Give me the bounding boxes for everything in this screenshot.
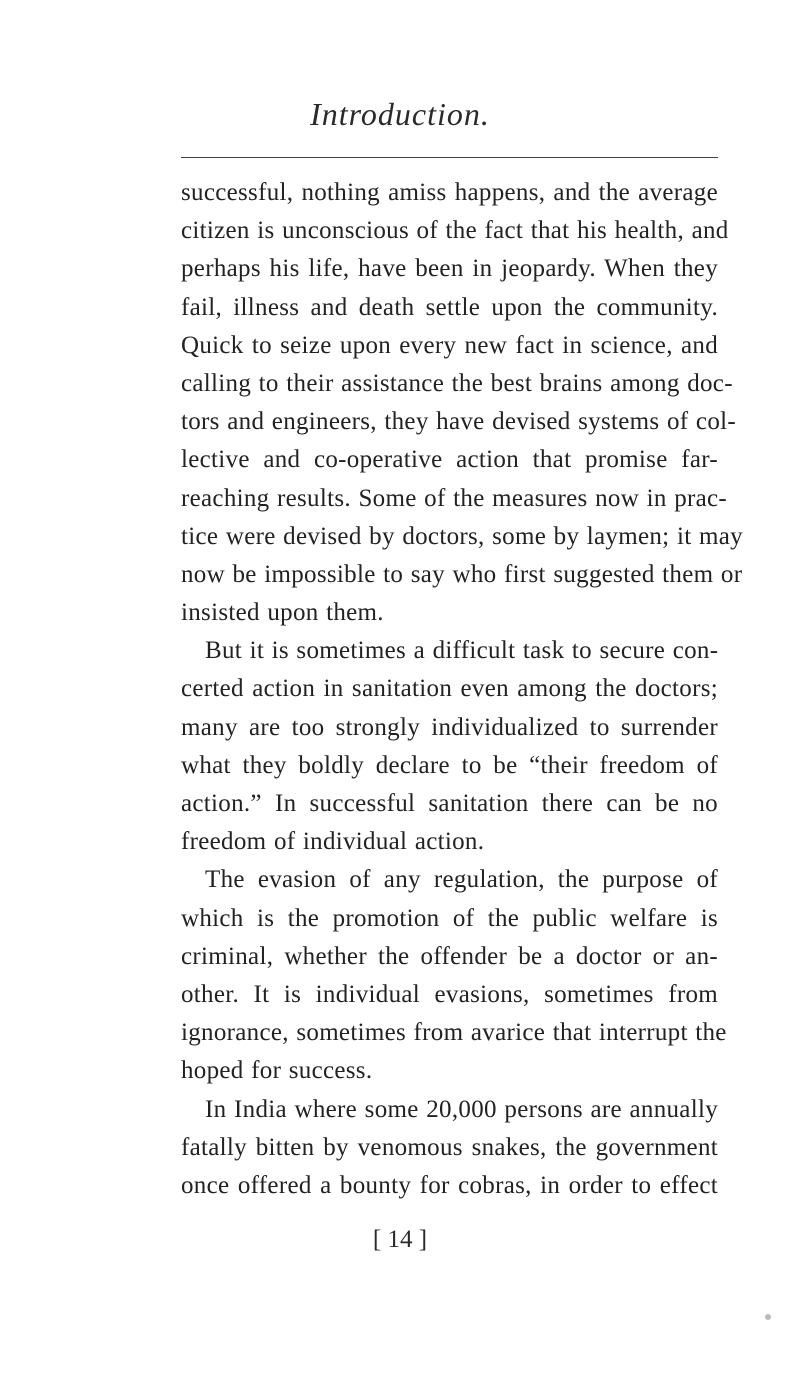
text-line: certed action in sanitation even among the doctors; xyxy=(181,675,718,703)
text-line: In India where some 20,000 persons are annually xyxy=(205,1095,718,1123)
text-line: Quick to seize upon every new fact in science, and xyxy=(181,331,718,359)
text-line: The evasion of any regulation, the purpose of xyxy=(205,866,718,894)
text-line: citizen is unconscious of the fact that his health, and xyxy=(181,217,729,245)
text-line: what they boldly declare to be “their freedom of xyxy=(181,751,718,779)
paragraph xyxy=(181,174,743,632)
paragraph xyxy=(181,632,718,861)
text-line: criminal, whether the offender be a doctor or an- xyxy=(181,942,718,970)
text-line: many are too strongly individualized to surrender xyxy=(181,713,718,741)
text-line: freedom of individual action. xyxy=(181,828,485,856)
text-line: lective and co-operative action that promise far- xyxy=(181,446,718,474)
paragraph xyxy=(181,1091,718,1206)
text-line: ignorance, sometimes from avarice that interrupt the xyxy=(181,1019,727,1047)
text-line: successful, nothing amiss happens, and the average xyxy=(181,179,718,206)
text-line: action.” In successful sanitation there can be no xyxy=(181,790,718,817)
text-line: once offered a bounty for cobras, in order to effect xyxy=(181,1171,718,1199)
header-rule xyxy=(181,157,718,158)
text-line: other. It is individual evasions, sometimes from xyxy=(181,980,718,1008)
running-head: Introduction. xyxy=(310,96,490,132)
text-line: But it is sometimes a difficult task to secure con- xyxy=(205,637,719,665)
text-line: fail, illness and death settle upon the community. xyxy=(181,293,718,321)
text-line: calling to their assistance the best brains among doc- xyxy=(181,369,733,397)
page-number: [ 14 ] xyxy=(372,1226,428,1253)
page-speck xyxy=(765,1314,771,1320)
text-line: which is the promotion of the public welfare is xyxy=(181,904,718,932)
text-line: reaching results. Some of the measures now in prac- xyxy=(181,484,728,512)
text-line: tice were devised by doctors, some by laymen; it may xyxy=(181,522,743,550)
text-line: insisted upon them. xyxy=(181,599,384,627)
text-line: hoped for success. xyxy=(181,1057,373,1085)
text-line: fatally bitten by venomous snakes, the government xyxy=(181,1133,718,1161)
text-line: now be impossible to say who first suggested them or xyxy=(181,560,743,588)
text-line: perhaps his life, have been in jeopardy. When they xyxy=(181,255,718,283)
paragraph xyxy=(181,861,727,1090)
text-line: tors and engineers, they have devised systems of col- xyxy=(181,408,737,436)
body-text xyxy=(181,174,743,1205)
